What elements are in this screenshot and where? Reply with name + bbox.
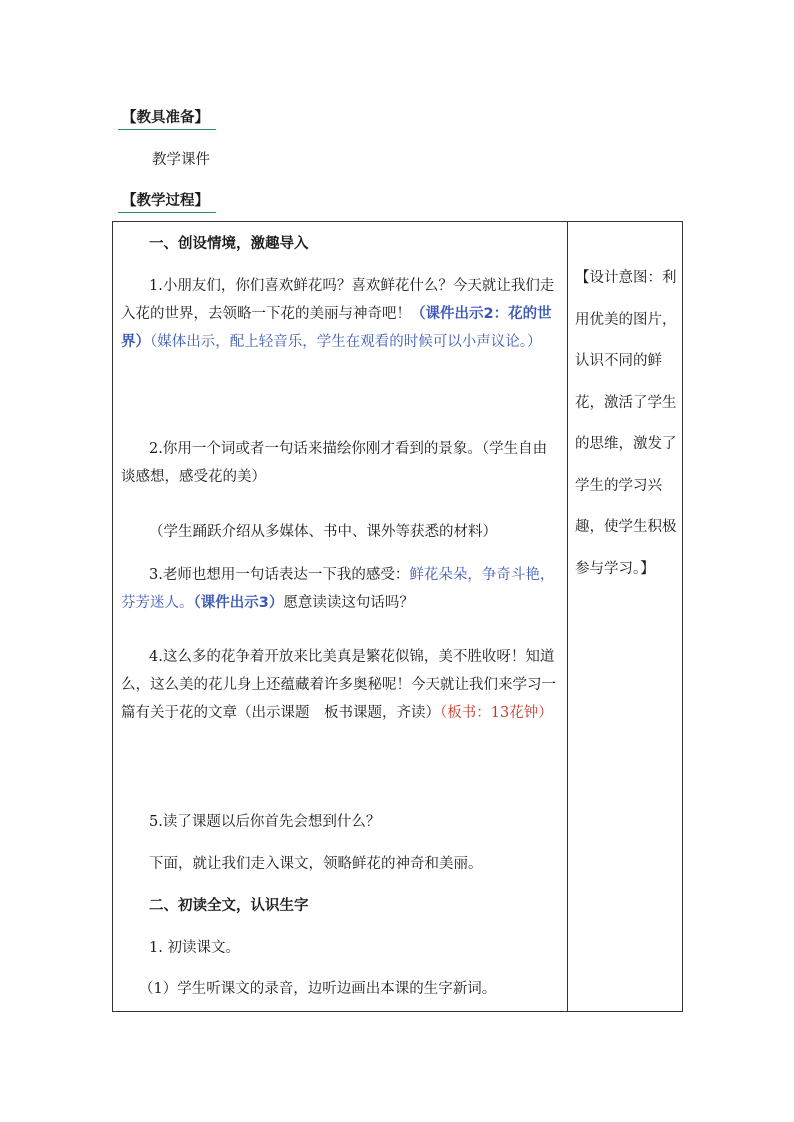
design-intent: 【设计意图：利用优美的图片，认识不同的鲜花，激活了学生的思维，激发了学生的学习兴趣，使学生积极参与学习。】 (575, 270, 677, 577)
paragraph-5: 5.读了课题以后你首先会想到什么？ (149, 814, 381, 830)
paragraph-4 (121, 643, 561, 727)
teaching-aids-text: 教学课件 (152, 152, 210, 168)
paragraph-3 (121, 561, 561, 617)
p3-quote: 鲜花朵朵，争奇斗艳，芬芳迷人。 (121, 567, 555, 611)
section-1-title: 一、创设情境，激趣导入 (149, 236, 309, 252)
p3-question: 愿意读读这句话吗？ (283, 595, 414, 611)
section-2-item-1: 1. 初读课文。 (149, 940, 240, 956)
section-2-title: 二、初读全文，认识生字 (149, 898, 309, 914)
p3-courseware: （课件出示3） (193, 595, 284, 611)
paragraph-6: 下面，就让我们走入课文，领略鲜花的神奇和美丽。 (149, 856, 483, 872)
heading-teaching-process: 【教学过程】 (118, 190, 216, 213)
paragraph-1 (121, 272, 561, 356)
paragraph-2: 2.你用一个词或者一句话来描绘你刚才看到的景象。（学生自由谈感想，感受花的美） (121, 441, 548, 485)
p4-board-note: （板书：13花钟） (440, 705, 553, 721)
p3-text: 3.老师也想用一句话表达一下我的感受： (149, 567, 410, 583)
p1-text: 1.小朋友们，你们喜欢鲜花吗？喜欢鲜花什么？今天就让我们走入花的世界，去领略一下花的美丽与神奇吧！ (121, 278, 555, 322)
p1-media-note: （媒体出示，配上轻音乐，学生在观看的时候可以小声议论。） (150, 334, 542, 350)
heading-teaching-aids: 【教具准备】 (118, 107, 216, 130)
paragraph-2-note: （学生踊跃介绍从多媒体、书中、课外等获悉的材料） (149, 524, 497, 540)
p4-text: 4.这么多的花争着开放来比美真是繁花似锦，美不胜收呀！知道么，这么美的花儿身上还蕴藏着许多奥秘呢！今天就让我们来学习一篇有关于花的文章（出示课题 板书课题，齐读） (121, 649, 556, 721)
lesson-table (112, 221, 683, 1012)
p1-courseware: （课件出示2：花的世界） (121, 306, 552, 350)
section-2-item-1-sub: （1）学生听课文的录音，边听边画出本课的生字新词。 (139, 981, 497, 997)
column-divider (567, 222, 568, 1011)
